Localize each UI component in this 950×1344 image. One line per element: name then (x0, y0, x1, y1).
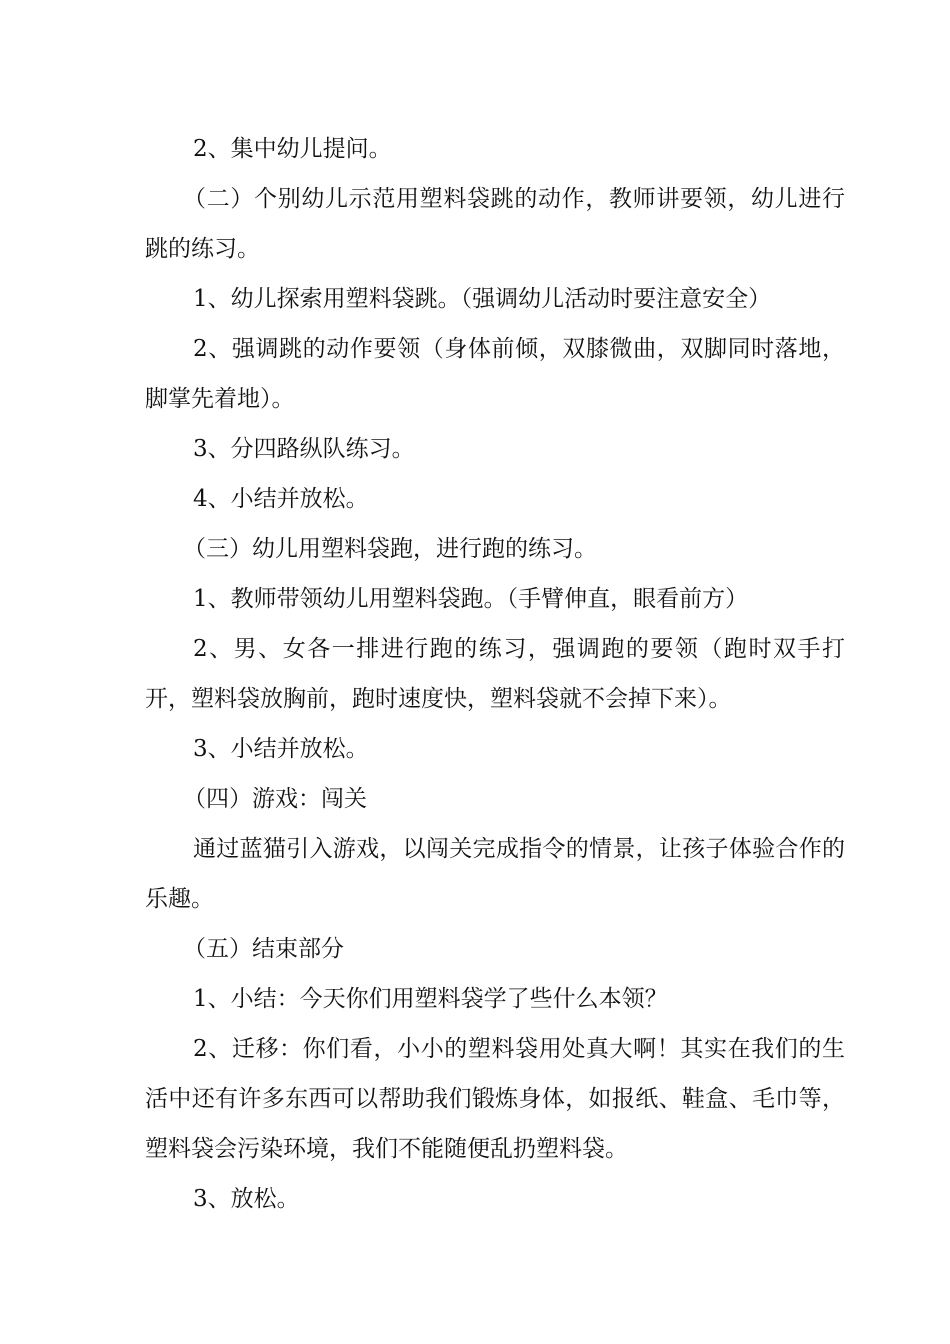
document-body (145, 124, 845, 1224)
paragraph-item-9: 2、男、女各一排进行跑的练习，强调跑的要领（跑时双手打开，塑料袋放胸前，跑时速度快，塑料袋就不会掉下来）。 (145, 636, 845, 712)
paragraph-item-14: 1、小结：今天你们用塑料袋学了些什么本领？ (193, 986, 668, 1012)
paragraph-item-5: 3、分四路纵队练习。 (193, 436, 415, 462)
paragraph-item-4: 2、强调跳的动作要领（身体前倾，双膝微曲，双脚同时落地，脚掌先着地）。 (145, 336, 845, 412)
paragraph-item-15: 2、迁移：你们看，小小的塑料袋用处真大啊！其实在我们的生活中还有许多东西可以帮助我们锻炼身体，如报纸、鞋盒、毛巾等，塑料袋会污染环境，我们不能随便乱扔塑料袋。 (145, 1036, 845, 1162)
paragraph-item-3: 1、幼儿探索用塑料袋跳。（强调幼儿活动时要注意安全） (193, 286, 772, 312)
paragraph-item-11: （四）游戏：闯关 (183, 786, 367, 812)
paragraph-item-6: 4、小结并放松。 (193, 486, 369, 512)
paragraph-item-10: 3、小结并放松。 (193, 736, 369, 762)
paragraph-item-2: （二）个别幼儿示范用塑料袋跳的动作，教师讲要领，幼儿进行跳的练习。 (145, 186, 845, 262)
paragraph-item-8: 1、教师带领幼儿用塑料袋跑。（手臂伸直，眼看前方） (193, 586, 749, 612)
paragraph-item-7: （三）幼儿用塑料袋跑，进行跑的练习。 (183, 536, 597, 562)
paragraph-item-16: 3、放松。 (193, 1186, 300, 1212)
paragraph-item-13: （五）结束部分 (183, 936, 344, 962)
paragraph-item-12: 通过蓝猫引入游戏，以闯关完成指令的情景，让孩子体验合作的乐趣。 (145, 836, 845, 912)
paragraph-item-1: 2、集中幼儿提问。 (193, 136, 392, 162)
